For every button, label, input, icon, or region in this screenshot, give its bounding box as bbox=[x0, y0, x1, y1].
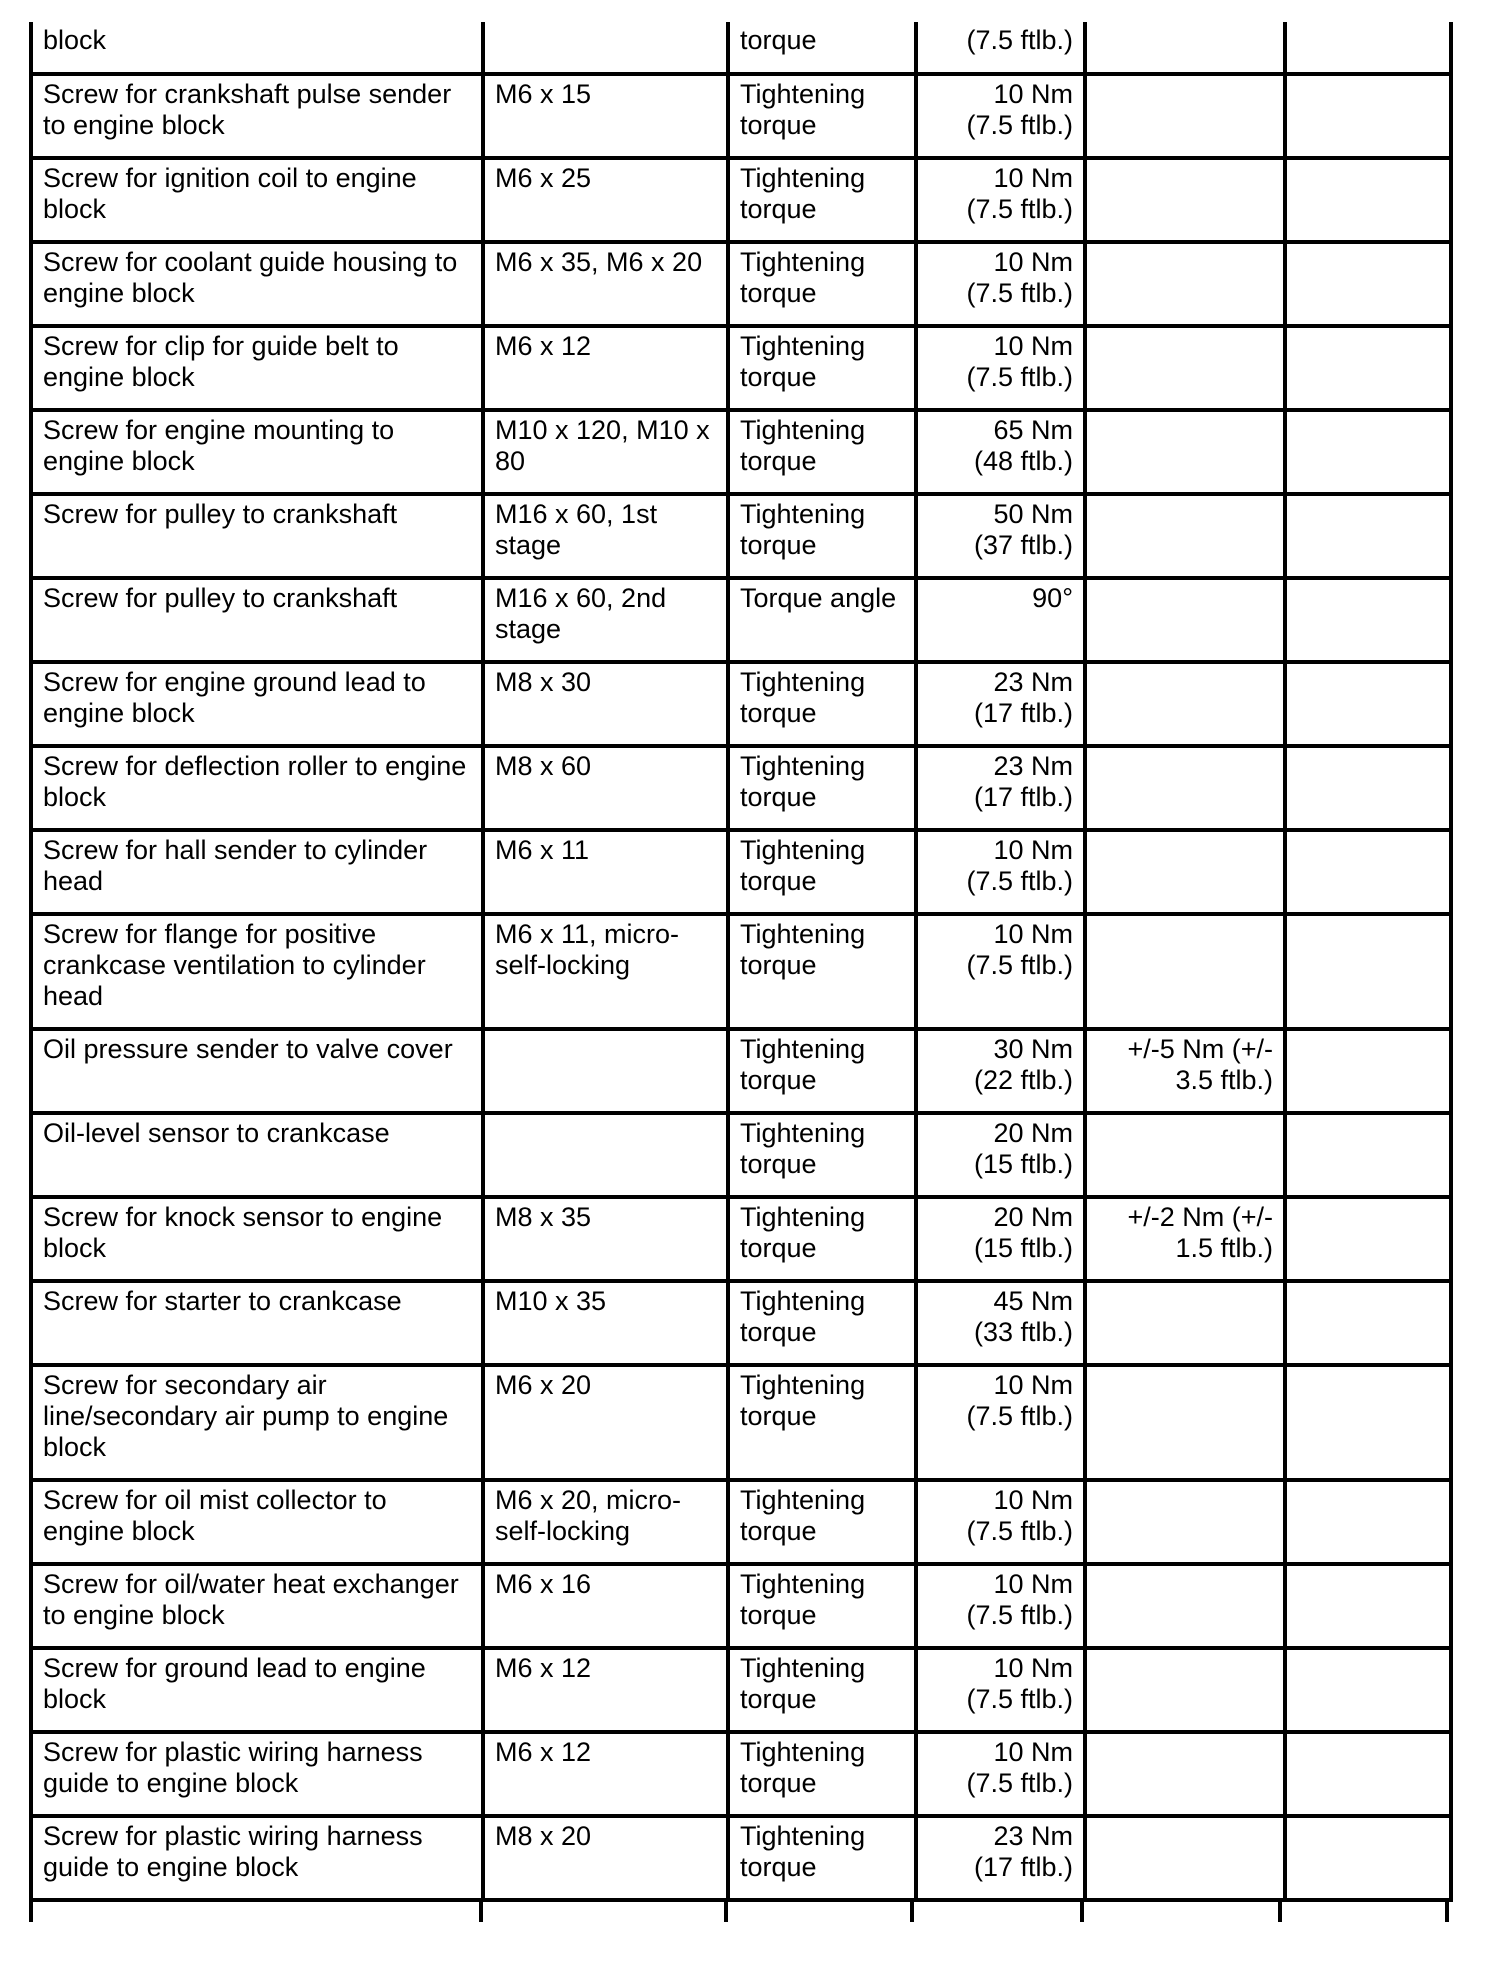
size-cell: M10 x 120, M10 x 80 bbox=[483, 410, 728, 494]
table-row bbox=[31, 74, 1451, 158]
note-cell bbox=[1285, 662, 1451, 746]
size-cell: M6 x 11 bbox=[483, 830, 728, 914]
tolerance-cell bbox=[1085, 578, 1285, 662]
type-cell: Tightening torque bbox=[728, 494, 916, 578]
component-cell: Screw for secondary air line/secondary air pump to engine block bbox=[31, 1365, 483, 1480]
size-cell: M6 x 12 bbox=[483, 1732, 728, 1816]
type-cell: Tightening torque bbox=[728, 242, 916, 326]
component-cell: Screw for pulley to crankshaft bbox=[31, 578, 483, 662]
column-divider-stub bbox=[29, 1902, 33, 1922]
type-cell: Tightening torque bbox=[728, 1365, 916, 1480]
table-row bbox=[31, 746, 1451, 830]
note-cell bbox=[1285, 1648, 1451, 1732]
size-cell: M6 x 20 bbox=[483, 1365, 728, 1480]
column-divider-stub bbox=[724, 1902, 728, 1922]
tolerance-cell bbox=[1085, 74, 1285, 158]
value-cell: 10 Nm (7.5 ftlb.) bbox=[916, 74, 1085, 158]
size-cell: M6 x 16 bbox=[483, 1564, 728, 1648]
value-cell: 30 Nm (22 ftlb.) bbox=[916, 1029, 1085, 1113]
size-cell: M8 x 20 bbox=[483, 1816, 728, 1900]
tolerance-cell bbox=[1085, 1564, 1285, 1648]
type-cell: Tightening torque bbox=[728, 1564, 916, 1648]
component-cell: Screw for hall sender to cylinder head bbox=[31, 830, 483, 914]
size-cell: M6 x 15 bbox=[483, 74, 728, 158]
tolerance-cell: +/-2 Nm (+/- 1.5 ftlb.) bbox=[1085, 1197, 1285, 1281]
value-cell: 10 Nm (7.5 ftlb.) bbox=[916, 914, 1085, 1029]
type-cell: Tightening torque bbox=[728, 662, 916, 746]
tolerance-cell bbox=[1085, 1732, 1285, 1816]
note-cell bbox=[1285, 1816, 1451, 1900]
value-cell: 10 Nm (7.5 ftlb.) bbox=[916, 1564, 1085, 1648]
size-cell: M6 x 35, M6 x 20 bbox=[483, 242, 728, 326]
type-cell: Tightening torque bbox=[728, 1480, 916, 1564]
tolerance-cell bbox=[1085, 22, 1285, 74]
component-cell: Screw for engine mounting to engine block bbox=[31, 410, 483, 494]
note-cell bbox=[1285, 746, 1451, 830]
size-cell: M16 x 60, 2nd stage bbox=[483, 578, 728, 662]
value-cell: 50 Nm (37 ftlb.) bbox=[916, 494, 1085, 578]
table-row bbox=[31, 1732, 1451, 1816]
value-cell: 10 Nm (7.5 ftlb.) bbox=[916, 158, 1085, 242]
tolerance-cell bbox=[1085, 1816, 1285, 1900]
component-cell: Screw for knock sensor to engine block bbox=[31, 1197, 483, 1281]
note-cell bbox=[1285, 1281, 1451, 1365]
component-cell: Screw for plastic wiring harness guide to engine block bbox=[31, 1732, 483, 1816]
tolerance-cell bbox=[1085, 830, 1285, 914]
value-cell: 10 Nm (7.5 ftlb.) bbox=[916, 326, 1085, 410]
size-cell: M8 x 60 bbox=[483, 746, 728, 830]
type-cell: torque bbox=[728, 22, 916, 74]
table-row bbox=[31, 1029, 1451, 1113]
note-cell bbox=[1285, 914, 1451, 1029]
component-cell: Screw for crankshaft pulse sender to engine block bbox=[31, 74, 483, 158]
tolerance-cell bbox=[1085, 242, 1285, 326]
tolerance-cell bbox=[1085, 746, 1285, 830]
tolerance-cell bbox=[1085, 326, 1285, 410]
component-cell: Screw for oil/water heat exchanger to engine block bbox=[31, 1564, 483, 1648]
table-row bbox=[31, 1648, 1451, 1732]
component-cell: Screw for oil mist collector to engine block bbox=[31, 1480, 483, 1564]
note-cell bbox=[1285, 1480, 1451, 1564]
note-cell bbox=[1285, 494, 1451, 578]
note-cell bbox=[1285, 1732, 1451, 1816]
type-cell: Tightening torque bbox=[728, 74, 916, 158]
type-cell: Tightening torque bbox=[728, 1816, 916, 1900]
value-cell: 23 Nm (17 ftlb.) bbox=[916, 746, 1085, 830]
note-cell bbox=[1285, 326, 1451, 410]
table-row bbox=[31, 1480, 1451, 1564]
value-cell: 20 Nm (15 ftlb.) bbox=[916, 1197, 1085, 1281]
type-cell: Tightening torque bbox=[728, 1197, 916, 1281]
note-cell bbox=[1285, 74, 1451, 158]
tolerance-cell bbox=[1085, 1480, 1285, 1564]
component-cell: Screw for pulley to crankshaft bbox=[31, 494, 483, 578]
component-cell: Screw for clip for guide belt to engine block bbox=[31, 326, 483, 410]
note-cell bbox=[1285, 1365, 1451, 1480]
component-cell: Screw for plastic wiring harness guide to engine block bbox=[31, 1816, 483, 1900]
component-cell: Oil-level sensor to crankcase bbox=[31, 1113, 483, 1197]
size-cell bbox=[483, 22, 728, 74]
type-cell: Tightening torque bbox=[728, 1732, 916, 1816]
column-divider-stub bbox=[1080, 1902, 1084, 1922]
note-cell bbox=[1285, 1197, 1451, 1281]
type-cell: Tightening torque bbox=[728, 1029, 916, 1113]
value-cell: 10 Nm (7.5 ftlb.) bbox=[916, 830, 1085, 914]
table-row bbox=[31, 1365, 1451, 1480]
value-cell: 10 Nm (7.5 ftlb.) bbox=[916, 242, 1085, 326]
component-cell: Screw for engine ground lead to engine block bbox=[31, 662, 483, 746]
table-body bbox=[31, 22, 1451, 1900]
type-cell: Tightening torque bbox=[728, 410, 916, 494]
tolerance-cell bbox=[1085, 1648, 1285, 1732]
type-cell: Tightening torque bbox=[728, 326, 916, 410]
size-cell: M10 x 35 bbox=[483, 1281, 728, 1365]
type-cell: Tightening torque bbox=[728, 830, 916, 914]
note-cell bbox=[1285, 158, 1451, 242]
table-row bbox=[31, 1197, 1451, 1281]
table-row bbox=[31, 1816, 1451, 1900]
table-row bbox=[31, 1113, 1451, 1197]
column-divider-stub bbox=[910, 1902, 914, 1922]
value-cell: 10 Nm (7.5 ftlb.) bbox=[916, 1365, 1085, 1480]
size-cell: M6 x 12 bbox=[483, 1648, 728, 1732]
value-cell: 10 Nm (7.5 ftlb.) bbox=[916, 1648, 1085, 1732]
table-row bbox=[31, 22, 1451, 74]
table-row bbox=[31, 830, 1451, 914]
value-cell: 65 Nm (48 ftlb.) bbox=[916, 410, 1085, 494]
size-cell: M6 x 20, micro-self-locking bbox=[483, 1480, 728, 1564]
size-cell: M16 x 60, 1st stage bbox=[483, 494, 728, 578]
type-cell: Tightening torque bbox=[728, 746, 916, 830]
size-cell: M8 x 30 bbox=[483, 662, 728, 746]
table-row bbox=[31, 242, 1451, 326]
size-cell bbox=[483, 1113, 728, 1197]
table-row bbox=[31, 914, 1451, 1029]
table-row bbox=[31, 158, 1451, 242]
component-cell: Screw for flange for positive crankcase ventilation to cylinder head bbox=[31, 914, 483, 1029]
value-cell: 10 Nm (7.5 ftlb.) bbox=[916, 1480, 1085, 1564]
size-cell bbox=[483, 1029, 728, 1113]
table-row bbox=[31, 1564, 1451, 1648]
value-cell: 90° bbox=[916, 578, 1085, 662]
value-cell: 23 Nm (17 ftlb.) bbox=[916, 1816, 1085, 1900]
note-cell bbox=[1285, 410, 1451, 494]
note-cell bbox=[1285, 1564, 1451, 1648]
note-cell bbox=[1285, 242, 1451, 326]
value-cell: (7.5 ftlb.) bbox=[916, 22, 1085, 74]
component-cell: block bbox=[31, 22, 483, 74]
type-cell: Tightening torque bbox=[728, 1648, 916, 1732]
value-cell: 23 Nm (17 ftlb.) bbox=[916, 662, 1085, 746]
type-cell: Tightening torque bbox=[728, 1113, 916, 1197]
tolerance-cell bbox=[1085, 494, 1285, 578]
note-cell bbox=[1285, 1029, 1451, 1113]
table-row bbox=[31, 326, 1451, 410]
value-cell: 45 Nm (33 ftlb.) bbox=[916, 1281, 1085, 1365]
table-row bbox=[31, 410, 1451, 494]
note-cell bbox=[1285, 22, 1451, 74]
table-row bbox=[31, 578, 1451, 662]
size-cell: M6 x 25 bbox=[483, 158, 728, 242]
value-cell: 10 Nm (7.5 ftlb.) bbox=[916, 1732, 1085, 1816]
column-divider-stub bbox=[1278, 1902, 1282, 1922]
note-cell bbox=[1285, 578, 1451, 662]
component-cell: Screw for coolant guide housing to engine block bbox=[31, 242, 483, 326]
component-cell: Screw for ignition coil to engine block bbox=[31, 158, 483, 242]
tolerance-cell bbox=[1085, 410, 1285, 494]
component-cell: Screw for deflection roller to engine block bbox=[31, 746, 483, 830]
type-cell: Tightening torque bbox=[728, 1281, 916, 1365]
tolerance-cell bbox=[1085, 158, 1285, 242]
note-cell bbox=[1285, 830, 1451, 914]
component-cell: Oil pressure sender to valve cover bbox=[31, 1029, 483, 1113]
tolerance-cell bbox=[1085, 1113, 1285, 1197]
size-cell: M6 x 12 bbox=[483, 326, 728, 410]
table-row bbox=[31, 494, 1451, 578]
component-cell: Screw for starter to crankcase bbox=[31, 1281, 483, 1365]
component-cell: Screw for ground lead to engine block bbox=[31, 1648, 483, 1732]
table-row bbox=[31, 1281, 1451, 1365]
tolerance-cell bbox=[1085, 914, 1285, 1029]
tolerance-cell: +/-5 Nm (+/- 3.5 ftlb.) bbox=[1085, 1029, 1285, 1113]
tolerance-cell bbox=[1085, 1281, 1285, 1365]
value-cell: 20 Nm (15 ftlb.) bbox=[916, 1113, 1085, 1197]
note-cell bbox=[1285, 1113, 1451, 1197]
table-row bbox=[31, 662, 1451, 746]
tolerance-cell bbox=[1085, 662, 1285, 746]
size-cell: M6 x 11, micro-self-locking bbox=[483, 914, 728, 1029]
tolerance-cell bbox=[1085, 1365, 1285, 1480]
type-cell: Tightening torque bbox=[728, 914, 916, 1029]
column-divider-stub bbox=[1445, 1902, 1449, 1922]
size-cell: M8 x 35 bbox=[483, 1197, 728, 1281]
column-divider-stub bbox=[479, 1902, 483, 1922]
torque-spec-table bbox=[29, 22, 1453, 1902]
type-cell: Tightening torque bbox=[728, 158, 916, 242]
type-cell: Torque angle bbox=[728, 578, 916, 662]
